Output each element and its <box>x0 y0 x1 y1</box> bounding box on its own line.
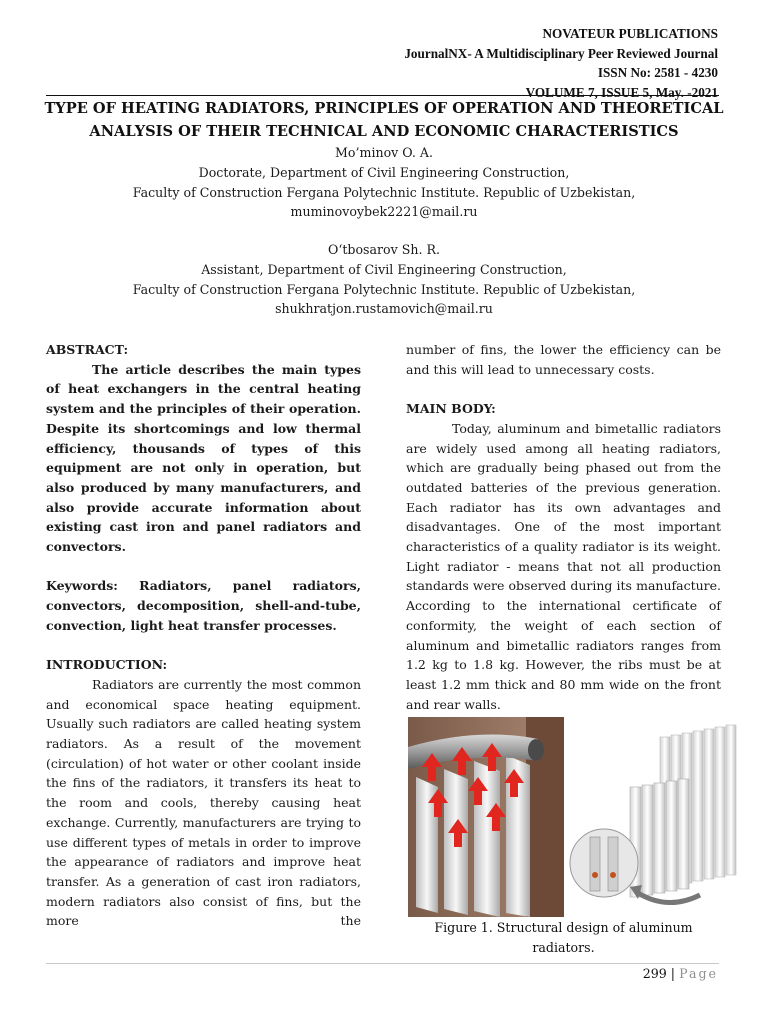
footer-separator: | <box>670 966 676 981</box>
author-email: shukhratjon.rustamovich@mail.ru <box>275 301 493 317</box>
author-affiliation: Faculty of Construction Fergana Polytechnic Institute. Republic of Uzbekistan, <box>132 184 636 200</box>
keywords-label: Keywords: <box>46 578 118 594</box>
title-line-2: ANALYSIS OF THEIR TECHNICAL AND ECONOMIC CHARACTERISTICS <box>89 123 679 140</box>
author-affiliation: Faculty of Construction Fergana Polytechnic Institute. Republic of Uzbekistan, <box>132 281 636 297</box>
journal-header <box>404 24 718 102</box>
footer-rule <box>46 963 719 964</box>
introduction-heading: INTRODUCTION: <box>46 657 168 673</box>
radiator-cutaway-image <box>408 717 564 917</box>
page-number: 299 <box>642 966 667 981</box>
author-email: muminovoybek2221@mail.ru <box>290 204 478 220</box>
publisher-name: NOVATEUR PUBLICATIONS <box>542 26 718 41</box>
volume-issue: VOLUME 7, ISSUE 5, May. -2021 <box>525 84 718 100</box>
abstract-heading: ABSTRACT: <box>46 342 129 357</box>
figure-1 <box>408 717 740 917</box>
introduction-continuation: number of fins, the lower the efficiency can be and this will lead to unnecessary costs. <box>406 342 721 377</box>
figure-caption: Figure 1. Structural design of aluminum radiators. <box>434 920 693 955</box>
author-name: Mo’minov O. A. <box>335 145 433 160</box>
author-name: O‘tbosarov Sh. R. <box>328 242 440 257</box>
author-block-1 <box>40 143 728 222</box>
introduction-text: Radiators are currently the most common and economical space heating equipment. Usually such radiators are called heating system radiators. As a result of the movement (circulation) of hot water or other coolant inside the fins of the radiators, it transfers its heat to the room and cools, thereby causing heat exchange. Currently, manufacturers are trying to use different types of metals in order to improve the appearance of radiators and improve heat transfer. As a generation of cast iron radiators, modern radiators also consist of fins, but the more the <box>46 676 361 929</box>
journal-name: JournalNX- A Multidisciplinary Peer Reviewed Journal <box>404 45 718 61</box>
left-column <box>46 340 361 931</box>
main-body-text: Today, aluminum and bimetallic radiators are widely used among all heating radiators, which are gradually being phased out from the outdated batteries of the previous generation. Each radiator has its own advantages and disadvantages. One of the most important characteristics of a quality radiator is its weight. Light radiator - means that not all production standards were observed during its manufacture. According to the international certificate of conformity, the weight of each section of aluminum and bimetallic radiators ranges from 1.2 kg to 1.8 kg. However, the ribs must be at least 1.2 mm thick and 80 mm wide on the front and rear walls. <box>406 420 721 712</box>
page-footer <box>643 965 718 983</box>
title-line-1: TYPE OF HEATING RADIATORS, PRINCIPLES OF OPERATION AND THEORETICAL <box>44 100 724 117</box>
keywords-paragraph <box>46 576 361 635</box>
paper-title <box>40 97 728 143</box>
author-block-2 <box>40 240 728 319</box>
page-label: Page <box>679 966 718 981</box>
author-position: Doctorate, Department of Civil Engineering Construction, <box>198 164 570 180</box>
keywords-text: Radiators, panel radiators, convectors, decomposition, shell-and-tube, convection, light heat transfer processes. <box>46 578 361 633</box>
header-rule <box>46 95 719 96</box>
radiator-sections-image <box>568 717 740 917</box>
author-position: Assistant, Department of Civil Engineering Construction, <box>201 261 567 277</box>
main-body-heading: MAIN BODY: <box>406 401 496 417</box>
issn-number: ISSN No: 2581 - 4230 <box>597 65 718 80</box>
abstract-text: The article describes the main types of heat exchangers in the central heating system and the principles of their operation. Despite its shortcomings and low thermal efficiency, thousands of types of this equipment are not only in operation, but also produced by many manufacturers, and also provide accurate information about existing cast iron and panel radiators and convectors. <box>46 361 361 555</box>
right-column <box>406 340 721 714</box>
